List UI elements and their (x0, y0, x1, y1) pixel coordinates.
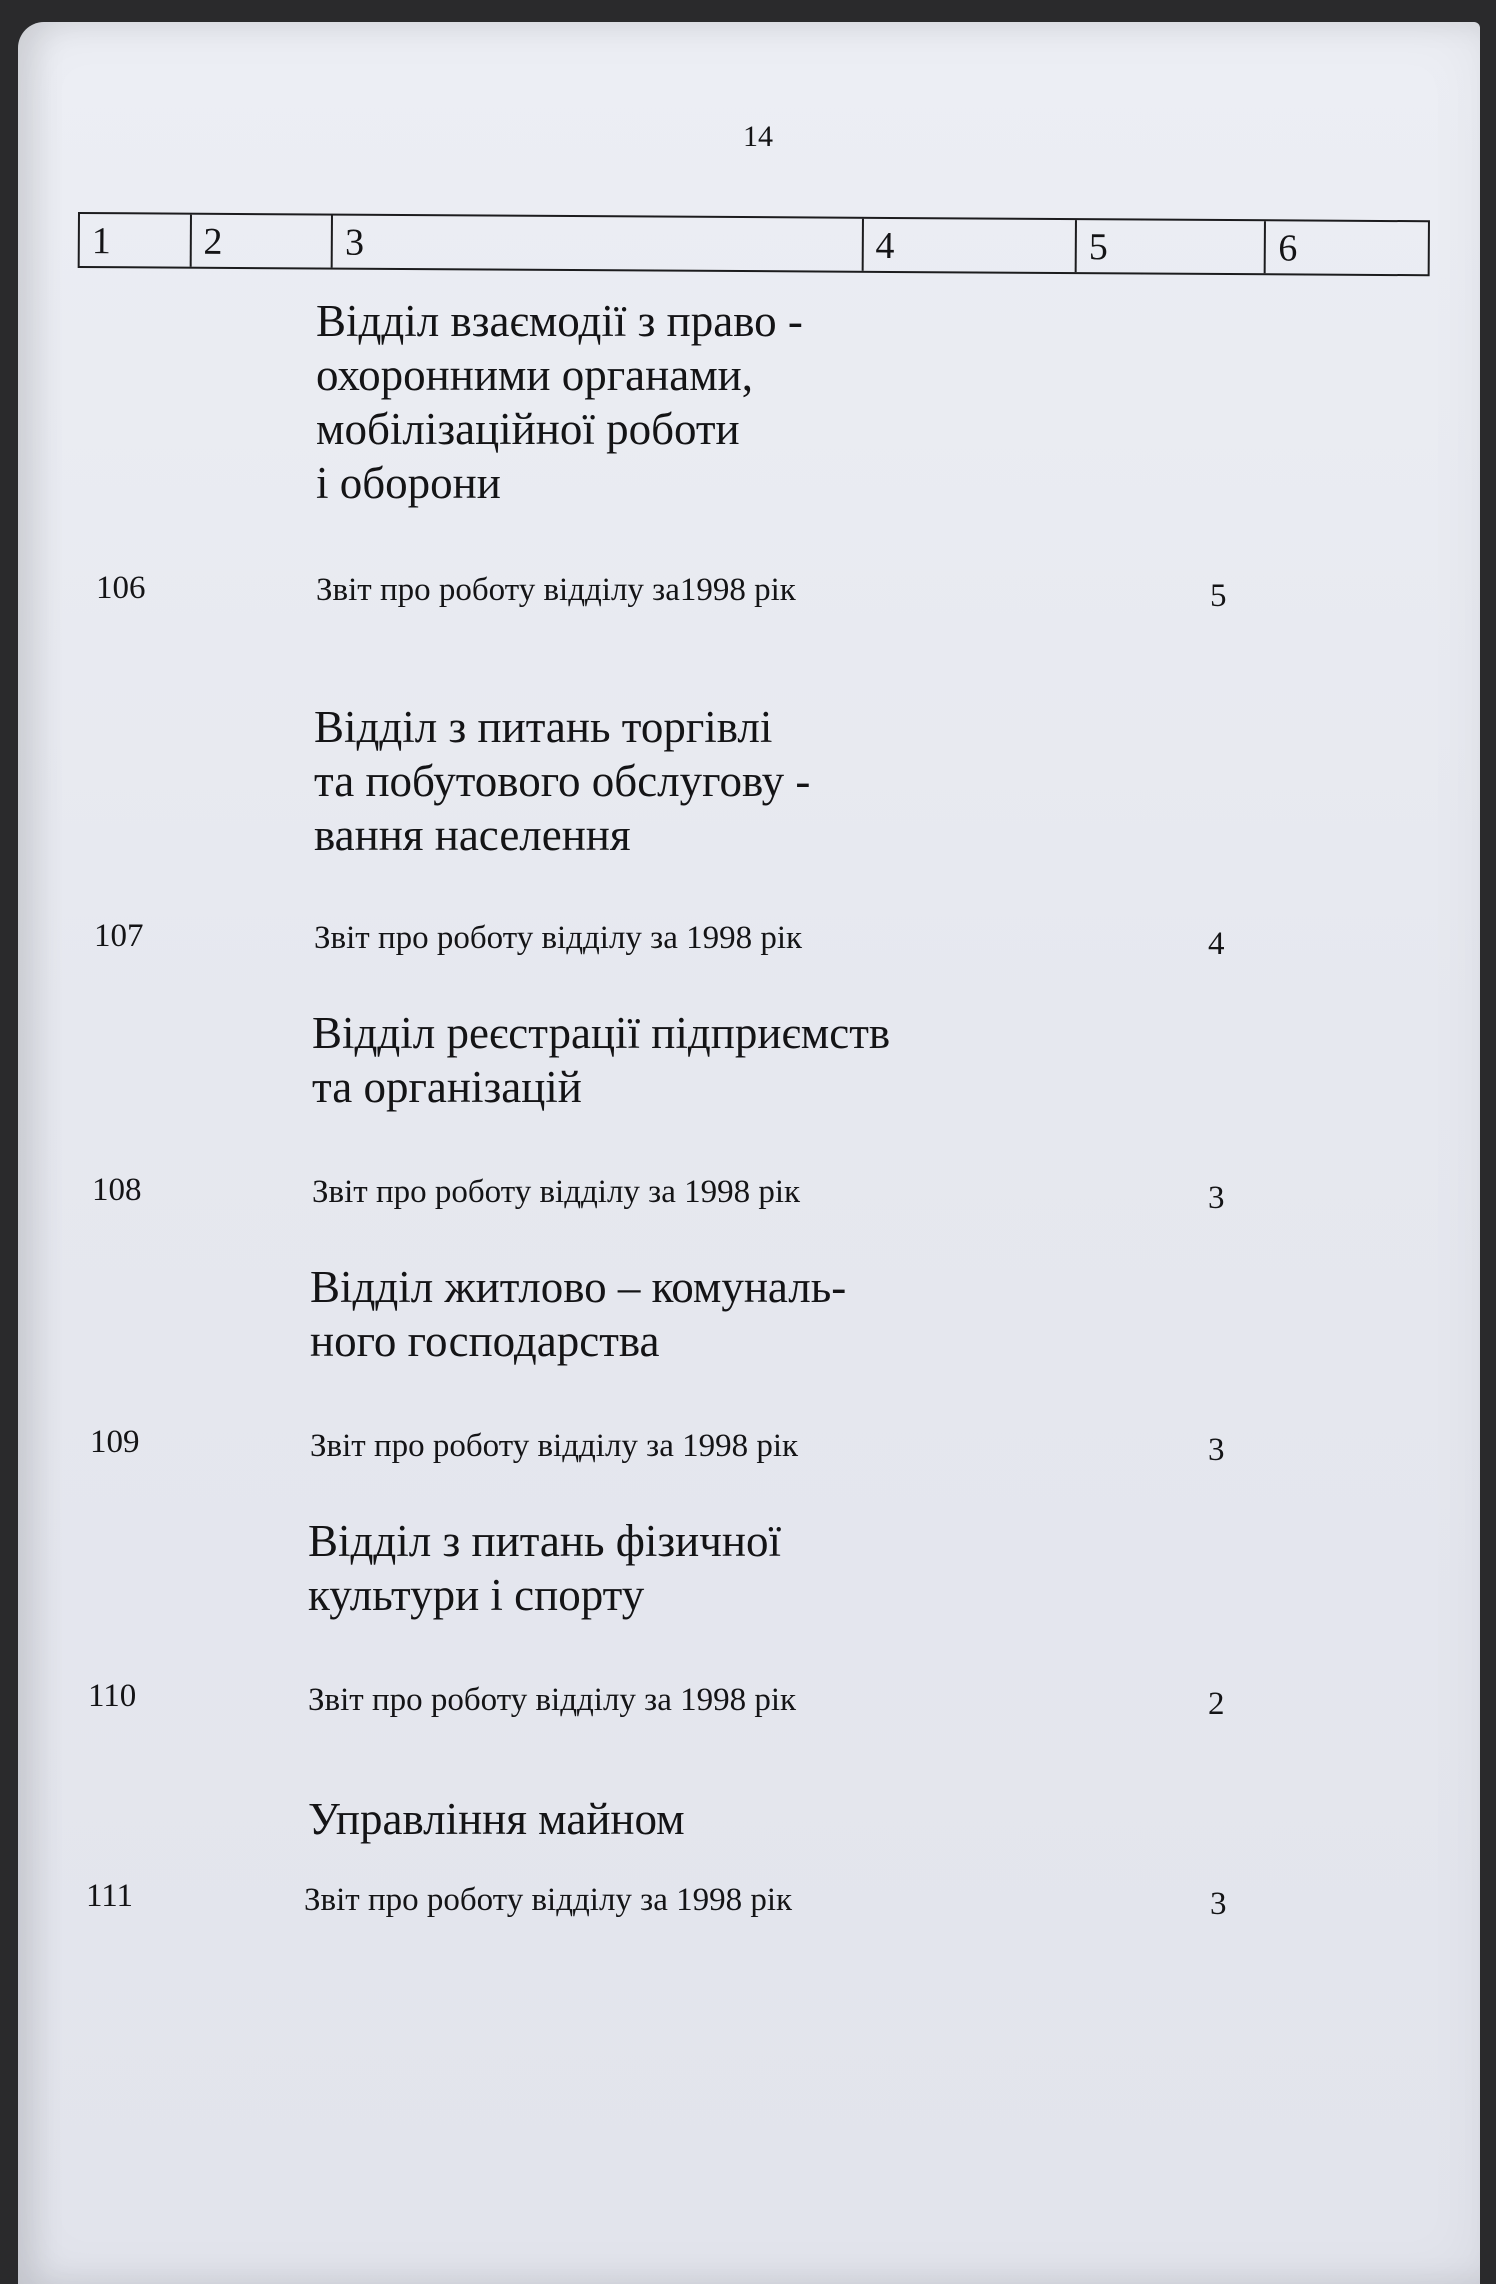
document-page (18, 22, 1480, 2284)
entry-sheet-count: 4 (1208, 926, 1225, 962)
entry-number: 110 (88, 1678, 137, 1714)
entry-description: Звіт про роботу відділу за 1998 рік (312, 1174, 801, 1210)
entry-sheet-count: 3 (1208, 1180, 1225, 1216)
section-title: Відділ реєстрації підприємств та організацій (312, 1008, 891, 1112)
entry-number: 109 (90, 1424, 140, 1460)
entry-description: Звіт про роботу відділу за1998 рік (316, 572, 796, 608)
column-header-4: 4 (863, 219, 1077, 272)
entry-number: 106 (96, 570, 146, 606)
entry-number: 111 (86, 1878, 134, 1914)
section-title: Відділ житлово – комуналь- ного господарства (310, 1262, 847, 1366)
entry-sheet-count: 2 (1208, 1686, 1225, 1722)
section-title: Управління майном (308, 1794, 685, 1844)
entry-number: 107 (94, 918, 144, 954)
entry-sheet-count: 5 (1210, 578, 1227, 614)
section-title: Відділ взаємодії з право - охоронними органами, мобілізаційної роботи і оборони (316, 296, 803, 508)
page-number: 14 (743, 120, 773, 153)
column-header-2: 2 (191, 215, 333, 268)
entry-description: Звіт про роботу відділу за 1998 рік (308, 1682, 797, 1718)
section-title: Відділ з питань фізичної культури і спорту (308, 1516, 781, 1620)
column-header-5: 5 (1077, 220, 1267, 273)
entry-number: 108 (92, 1172, 142, 1208)
column-header-6: 6 (1278, 227, 1298, 270)
entry-description: Звіт про роботу відділу за 1998 рік (310, 1428, 799, 1464)
section-title: Відділ з питань торгівлі та побутового обслугову - вання населення (314, 702, 811, 860)
entry-description: Звіт про роботу відділу за 1998 рік (304, 1882, 793, 1918)
entry-sheet-count: 3 (1210, 1886, 1227, 1922)
column-header-row (78, 212, 1430, 276)
column-header-3: 3 (333, 216, 864, 271)
column-header-1: 1 (80, 214, 192, 267)
entry-description: Звіт про роботу відділу за 1998 рік (314, 920, 803, 956)
entry-sheet-count: 3 (1208, 1432, 1225, 1468)
